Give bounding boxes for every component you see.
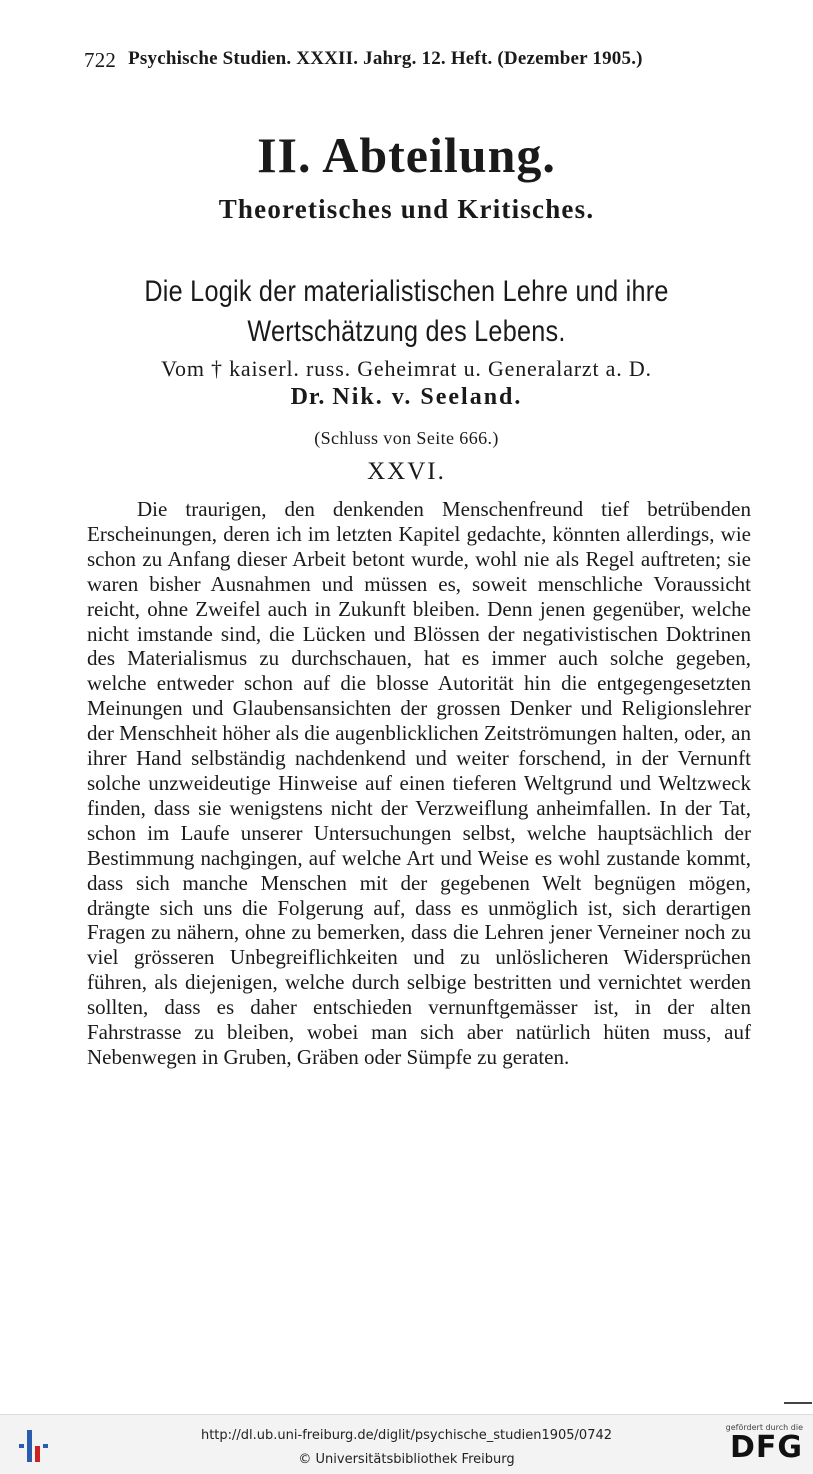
dfg-funding-logo (713, 1423, 803, 1464)
article-title-line-1: Die Logik der materialistischen Lehre und ihre (144, 275, 669, 308)
article-author (0, 384, 813, 411)
article-byline: Vom † kaiserl. russ. Geheimrat u. Generalarzt a. D. (161, 356, 652, 381)
continuation-note: (Schluss von Seite 666.) (314, 428, 499, 448)
section-subtitle: Theoretisches und Kritisches. (218, 194, 595, 224)
margin-mark (784, 1402, 812, 1404)
logo-dot-blue (19, 1444, 24, 1448)
author-prefix: Dr. (290, 384, 326, 410)
running-head (84, 48, 750, 73)
logo-dot-blue-right (43, 1444, 48, 1448)
permalink-url[interactable]: http://dl.ub.uni-freiburg.de/diglit/psychische_studien1905/0742 (200, 1428, 613, 1443)
author-name: Nik. v. Seeland. (332, 384, 523, 410)
page-number: 722 (84, 48, 117, 72)
chapter-number: XXVI. (367, 458, 446, 485)
body-paragraph: Die traurigen, den denkenden Menschenfreund tief betrübenden Erscheinungen, deren ich im letzten Kapitel gedachte, könnten allerdings, wie schon zu Anfang dieser Arbeit betont wurde, wohl nie als Regel auftreten; sie waren bisher Ausnahmen und müssen es, soweit menschliche Voraussicht reicht, ohne Zweifel auch in Zukunft bleiben. Denn jenen gegenüber, welche nicht imstande sind, die Lücken und Blössen der negativistischen Doktrinen des Materialismus zu durchschauen, hat es immer auch solche gegeben, welche entweder schon auf die blosse Autorität hin die entgegengesetzten Meinungen und Glaubensansichten der grossen Denker und Religionslehrer der Menschheit höher als die augenblicklichen Zeitströmungen halten, oder, an ihrer Hand selbständig nachdenkend und weiter forschend, in der Vernunft solche unzweideutige Hinweise auf einen tieferen Weltgrund und Weltzweck finden, dass sie wenigstens nicht der Verzweiflung anheimfallen. In der Tat, schon im Laufe unserer Untersuchungen selbst, welche hauptsächlich der Bestimmung nachgingen, auf welche Art und Weise es wohl zustande kommt, dass sich manche Menschen mit der gegebenen Welt begnügen mögen, drängte sich uns die Folgerung auf, dass es unmöglich ist, sich derartigen Fragen zu nähern, ohne zu bemerken, dass die Lehren jener Verneiner noch zu viel grösseren Unbegreiflichkeiten und zu unlöslicheren Widersprüchen führen, als diejenigen, welche durch selbige bestritten und vernichtet werden sollten, dass es daher entschieden vernunftgemässer ist, in der alten Fahrstrasse zu bleiben, wobei man sich aber natürlich hüten muss, auf Nebenwegen in Gruben, Gräben oder Sümpfe zu geraten. (87, 497, 751, 1069)
section-title: II. Abteilung. (257, 127, 556, 183)
viewer-footer (0, 1414, 813, 1474)
copyright-notice: © Universitätsbibliothek Freiburg (298, 1452, 515, 1467)
article-title-line-2: Wertschätzung des Lebens. (247, 315, 566, 348)
running-head-title: Psychische Studien. XXXII. Jahrg. 12. Heft. (Dezember 1905.) (128, 48, 643, 69)
funding-note: gefördert durch die (725, 1423, 803, 1432)
dfg-logo-text: DFG (729, 1430, 803, 1465)
article-title (65, 272, 748, 352)
